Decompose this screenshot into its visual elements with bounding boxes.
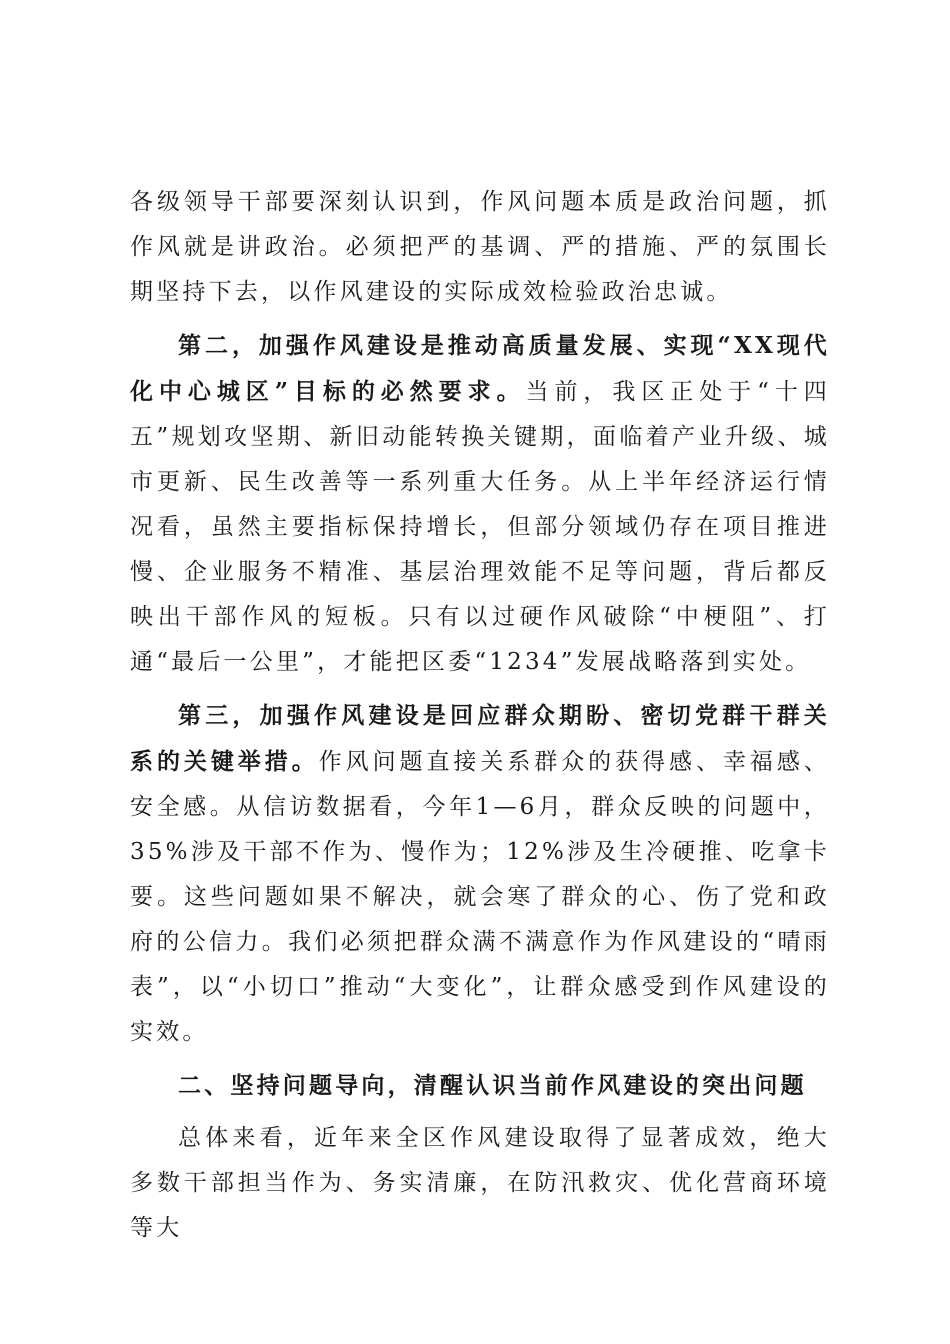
paragraph-second-point	[130, 323, 830, 685]
document-body	[130, 180, 830, 1259]
paragraph-text: 当前，我区正处于“十四五”规划攻坚期、新旧动能转换关键期，面临着产业升级、城市更新、民生改善等一系列重大任务。从上半年经济运行情况看，虽然主要指标保持增长，但部分领域仍存在项目推进慢、企业服务不精准、基层治理效能不足等问题，背后都反映出干部作风的短板。只有以过硬作风破除“中梗阻”、打通“最后一公里”，才能把区委“1234”发展战略落到实处。	[130, 379, 830, 675]
paragraph-overview: 总体来看，近年来全区作风建设取得了显著成效，绝大多数干部担当作为、务实清廉，在防汛救灾、优化营商环境等大	[130, 1125, 830, 1241]
paragraph-text: 作风问题直接关系群众的获得感、幸福感、安全感。从信访数据看，今年1—6月，群众反映的问题中，35%涉及干部不作为、慢作为；12%涉及生冷硬推、吃拿卡要。这些问题如果不解决，就会寒了群众的心、伤了党和政府的公信力。我们必须把群众满不满意作为作风建设的“晴雨表”，以“小切口”推动“大变化”，让群众感受到作风建设的实效。	[130, 749, 830, 1045]
section-heading: 二、坚持问题导向，清醒认识当前作风建设的突出问题	[178, 1072, 807, 1099]
paragraph-lead-sentence: 第三，加强作风建设是回应群众期盼、密切党群干群关系的关键举措。	[130, 702, 830, 775]
paragraph-lead-sentence: 第二，加强作风建设是推动高质量发展、实现“XX现代化中心城区”目标的必然要求。	[130, 332, 830, 405]
paragraph-third-point	[130, 693, 830, 1055]
paragraph-text: 各级领导干部要深刻认识到，作风问题本质是政治问题，抓作风就是讲政治。必须把严的基调、严的措施、严的氛围长期坚持下去，以作风建设的实际成效检验政治忠诚。	[130, 189, 830, 305]
paragraph-continuation	[130, 180, 830, 315]
